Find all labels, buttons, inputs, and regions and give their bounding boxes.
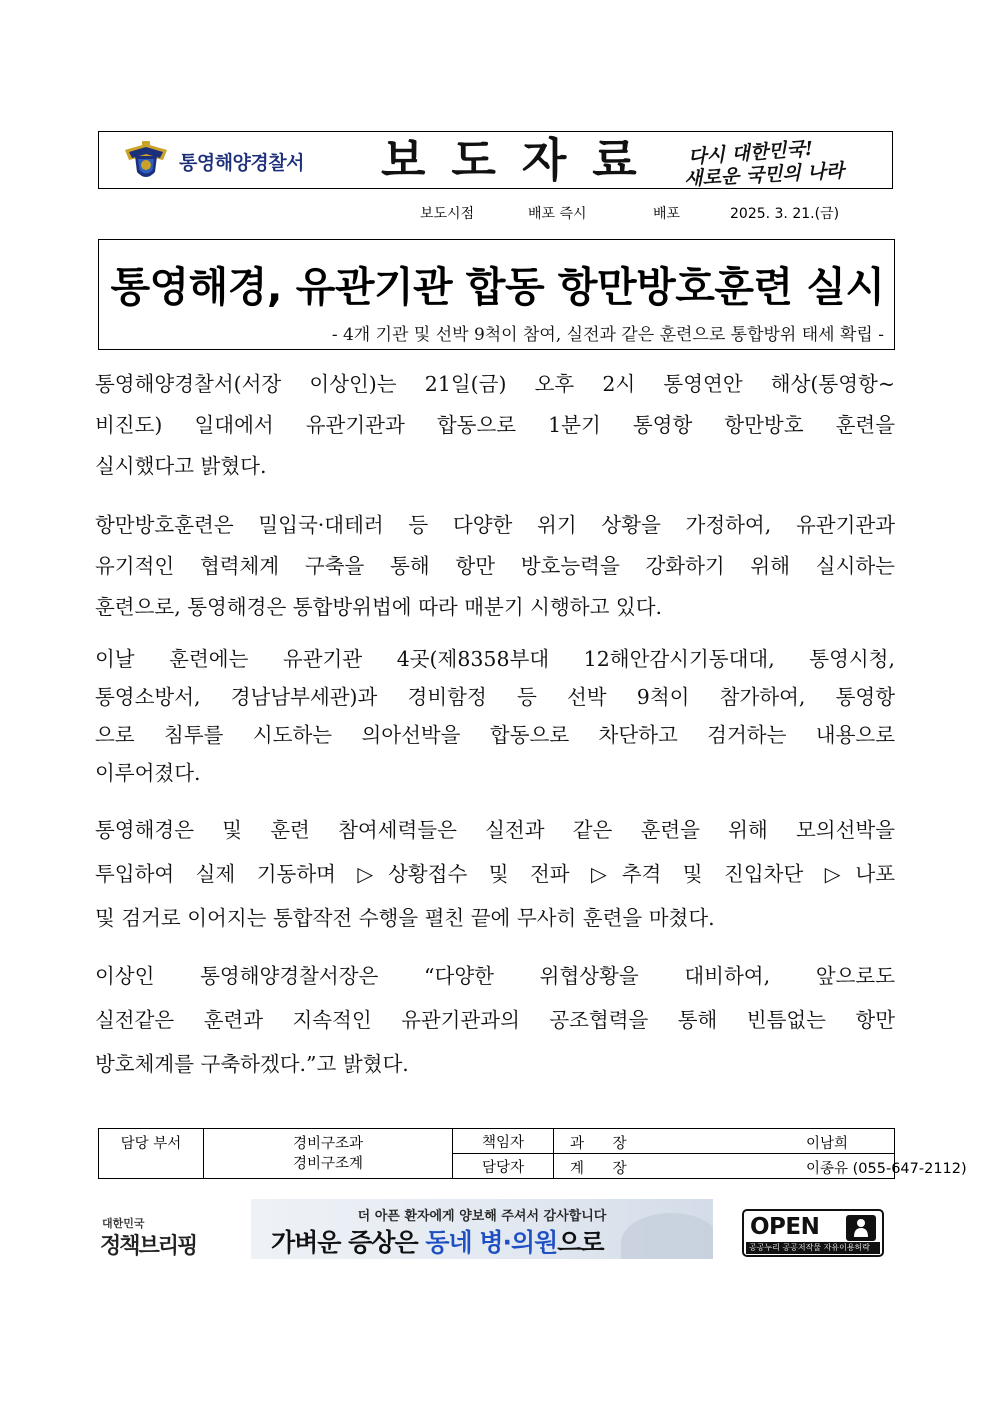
paragraph-2 — [95, 505, 895, 587]
paragraph-5-end — [95, 1042, 895, 1086]
body-line: 통영소방서, 경남남부세관)과 경비함정 등 선박 9척이 참가하여, 통영항 — [95, 685, 895, 709]
banner-big-b: 동네 병·의원 — [425, 1228, 558, 1257]
body-line: 이날 훈련에는 유관기관 4곳(제8358부대 12해안감시기동대대, 통영시청, — [95, 647, 895, 671]
body-line: 이루어졌다. — [95, 761, 201, 785]
release-info — [0, 203, 992, 223]
banner-big-a: 가벼운 증상은 — [271, 1228, 426, 1257]
release-label: 보도시점 — [420, 206, 475, 222]
dept-label: 담당 부서 — [99, 1129, 204, 1179]
paragraph-3 — [95, 640, 895, 754]
contact-name: 이남희 — [806, 1136, 849, 1152]
paragraph-5 — [95, 954, 895, 1042]
contact-role: 과 장 — [570, 1136, 639, 1152]
body-line: 투입하여 실제 기동하며 ▷상황접수 및 전파 ▷추격 및 진입차단 ▷나포 — [95, 862, 895, 886]
policy-briefing-logo[interactable] — [100, 1212, 210, 1262]
body-line: 실시했다고 밝혔다. — [95, 454, 267, 478]
dept-names — [204, 1129, 453, 1179]
release-dist-label: 배포 — [653, 206, 681, 222]
dept-line2: 경비구조계 — [292, 1155, 364, 1172]
body-line: 훈련으로, 통영해경은 통합방위법에 따라 매분기 시행하고 있다. — [95, 595, 663, 619]
title-box — [98, 239, 895, 350]
coast-guard-emblem-icon — [123, 138, 169, 184]
release-mode: 배포 즉시 — [528, 206, 587, 222]
open-sub-text: 공공누리 공공저작물 자유이용허락 — [746, 1242, 880, 1254]
subtitle: - 4개 기관 및 선박 9척이 참여, 실전과 같은 훈련으로 통합방위 태세 확립 - — [331, 325, 884, 345]
briefing-small-text: 대한민국 — [102, 1217, 145, 1230]
contact-label: 담당자 — [453, 1154, 554, 1179]
banner-small-text: 더 아픈 환자에게 양보해 주셔서 감사합니다 — [357, 1209, 607, 1224]
paragraph-4-end — [95, 896, 895, 940]
banner-big-c: 으로 — [557, 1228, 604, 1257]
release-date: 2025. 3. 21.(금) — [730, 206, 840, 222]
org-name: 통영해양경찰서 — [179, 152, 304, 174]
slogan-line2: 새로운 국민의 나라 — [683, 159, 845, 191]
attribution-person-icon — [846, 1215, 876, 1241]
body-line: 통영해경은 및 훈련 참여세력들은 실전과 같은 훈련을 위해 모의선박을 — [95, 818, 895, 842]
body-text — [95, 364, 895, 1086]
doc-type-title: 보도자료 — [381, 133, 663, 187]
body-line: 유기적인 협력체계 구축을 통해 항만 방호능력을 강화하기 위해 실시하는 — [95, 554, 895, 578]
body-line: 비진도) 일대에서 유관기관과 합동으로 1분기 통영항 항만방호 훈련을 — [95, 413, 895, 437]
dept-line1: 경비구조과 — [292, 1135, 364, 1152]
banner-big-text — [271, 1223, 604, 1259]
contact-table — [98, 1128, 967, 1179]
contact-name: 이종유 (055-647-2112) — [806, 1161, 967, 1177]
contact-person — [554, 1154, 967, 1179]
contact-role: 계 장 — [570, 1161, 639, 1177]
open-word: OPEN — [750, 1214, 820, 1240]
body-line: 이상인 통영해양경찰서장은 “다양한 위협상황을 대비하여, 앞으로도 — [95, 964, 895, 988]
body-line: 항만방호훈련은 밀입국·대테러 등 다양한 위기 상황을 가정하여, 유관기관과 — [95, 513, 895, 537]
slogan — [683, 136, 884, 191]
body-line: 방호체계를 구축하겠다.”고 밝혔다. — [95, 1052, 409, 1076]
kogl-open-badge[interactable] — [742, 1209, 884, 1257]
body-line: 통영해양경찰서(서장 이상인)는 21일(금) 오후 2시 통영연안 해상(통영항~ — [95, 372, 895, 396]
header-box — [98, 131, 893, 189]
contact-label: 책임자 — [453, 1129, 554, 1154]
main-title: 통영해경, 유관기관 합동 항만방호훈련 실시 — [110, 263, 885, 311]
body-line: 및 검거로 이어지는 통합작전 수행을 펼친 끝에 무사히 훈련을 마쳤다. — [95, 906, 715, 930]
paragraph-4 — [95, 808, 895, 896]
briefing-big-text: 정책브리핑 — [100, 1234, 197, 1259]
slogan-line1: 다시 대한민국! — [687, 137, 814, 169]
paragraph-3-end — [95, 754, 895, 792]
body-line: 으로 침투를 시도하는 의아선박을 합동으로 차단하고 검거하는 내용으로 — [95, 723, 895, 747]
paragraph-1 — [95, 364, 895, 446]
contact-person — [554, 1129, 895, 1154]
paragraph-2-end — [95, 587, 895, 628]
campaign-banner[interactable] — [251, 1199, 713, 1259]
body-line: 실전같은 훈련과 지속적인 유관기관과의 공조협력을 통해 빈틈없는 항만 — [95, 1008, 895, 1032]
paragraph-1-end — [95, 446, 895, 487]
